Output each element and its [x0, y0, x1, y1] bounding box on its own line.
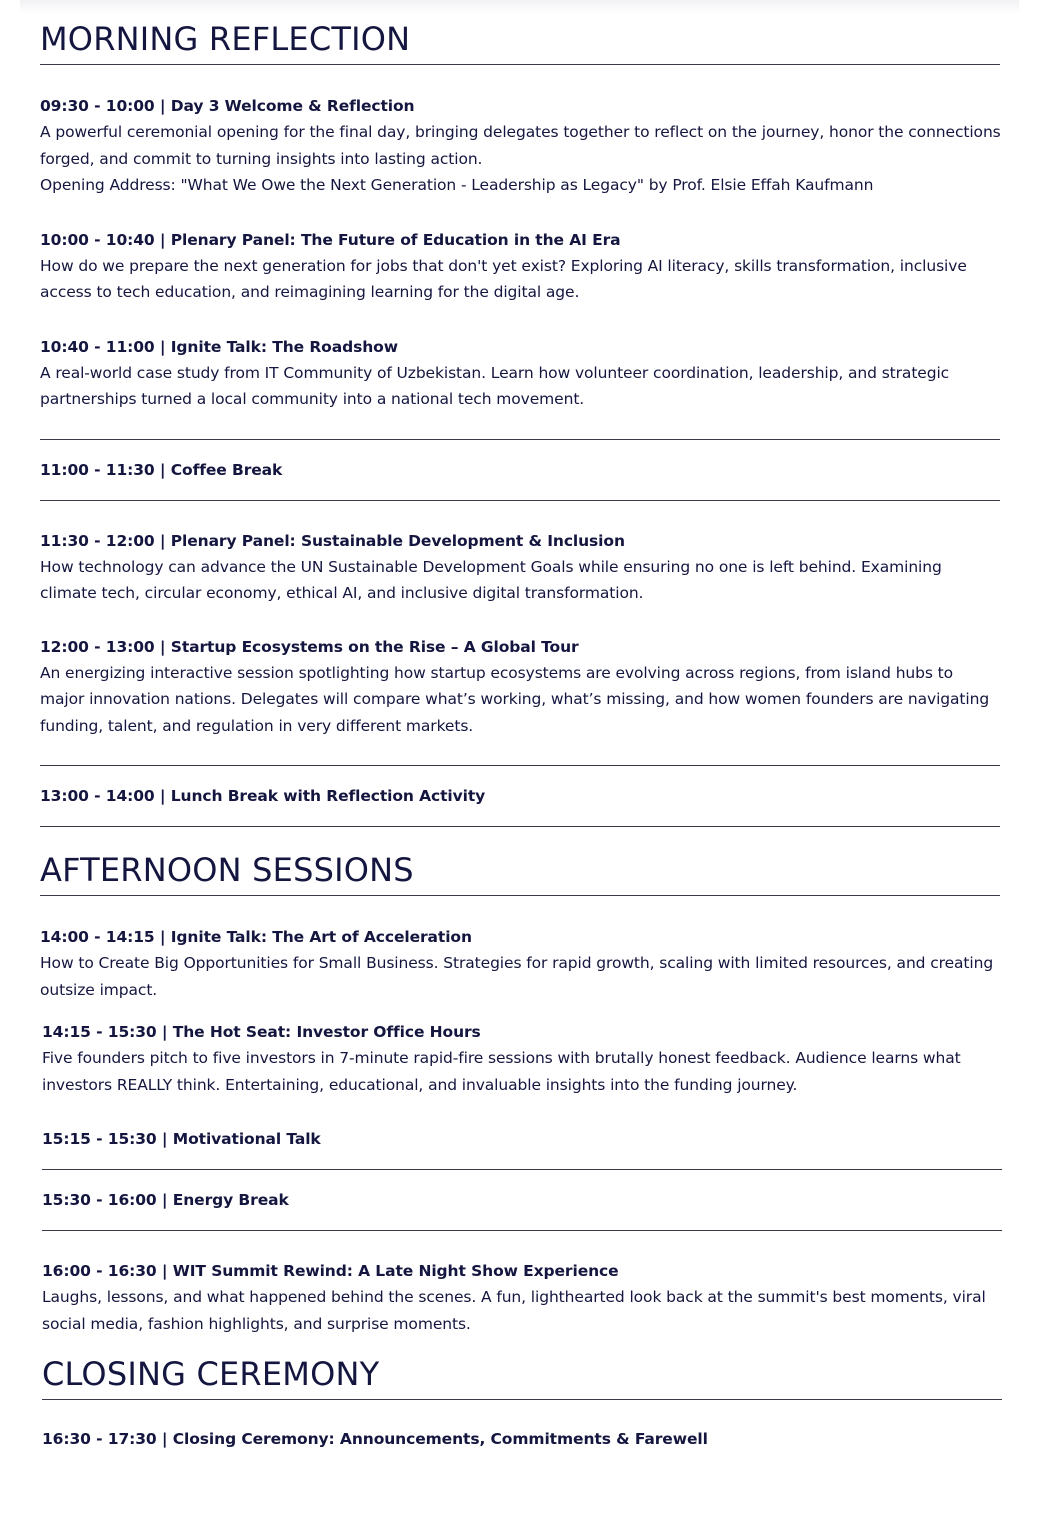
session-description: A real-world case study from IT Community of Uzbekistan. Learn how volunteer coordination, leadership, and strategic partnerships turned a local community into a national tech movement.	[40, 363, 950, 408]
section-heading-afternoon: AFTERNOON SESSIONS	[40, 851, 414, 889]
session-title: 16:00 - 16:30 | WIT Summit Rewind: A Late Night Show Experience	[42, 1262, 619, 1280]
break-title: 11:00 - 11:30 | Coffee Break	[40, 460, 283, 479]
session-description: Laughs, lessons, and what happened behind the scenes. A fun, lighthearted look back at the summit's best moments, viral social media, fashion highlights, and surprise moments.	[42, 1288, 986, 1333]
session-motivational-talk	[40, 1126, 1002, 1152]
section-heading-closing: CLOSING CEREMONY	[42, 1355, 380, 1393]
session-title: 10:40 - 11:00 | Ignite Talk: The Roadshow	[40, 337, 398, 356]
session-description: How to Create Big Opportunities for Small Business. Strategies for rapid growth, scaling with limited resources, and creating outsize impact.	[40, 954, 994, 999]
session-description: A powerful ceremonial opening for the final day, bringing delegates together to reflect on the journey, honor the connections forged, and commit to turning insights into lasting action.	[40, 123, 1001, 168]
session-startup-ecosystems	[40, 634, 1002, 740]
section-heading-morning: MORNING REFLECTION	[40, 20, 411, 58]
session-title: 12:00 - 13:00 | Startup Ecosystems on the Rise – A Global Tour	[40, 637, 579, 656]
session-description: An energizing interactive session spotlighting how startup ecosystems are evolving across regions, from island hubs to major innovation nations. Delegates will compare what’s working, what’s missing, and how women founders are navigating funding, talent, and regulation in very different markets.	[40, 663, 990, 735]
session-description: How technology can advance the UN Sustainable Development Goals while ensuring no one is left behind. Examining climate tech, circular economy, ethical AI, and inclusive digital transformation.	[40, 557, 942, 602]
session-title: 10:00 - 10:40 | Plenary Panel: The Future of Education in the AI Era	[40, 230, 621, 249]
break-energy	[40, 1187, 1002, 1213]
session-title: 11:30 - 12:00 | Plenary Panel: Sustainable Development & Inclusion	[40, 531, 625, 550]
top-shadow	[20, 0, 1019, 14]
session-art-of-acceleration	[40, 924, 1002, 1003]
session-description: Five founders pitch to five investors in 7-minute rapid-fire sessions with brutally honest feedback. Audience learns what investors REALLY think. Entertaining, educational, and invaluable insights into the funding journey.	[42, 1049, 961, 1094]
session-closing-ceremony	[40, 1426, 1002, 1452]
session-title: 16:30 - 17:30 | Closing Ceremony: Announcements, Commitments & Farewell	[42, 1430, 708, 1448]
session-title: 09:30 - 10:00 | Day 3 Welcome & Reflection	[40, 97, 415, 115]
break-title: 13:00 - 14:00 | Lunch Break with Reflection Activity	[40, 787, 486, 805]
break-lunch	[40, 783, 1002, 809]
session-title: 15:15 - 15:30 | Motivational Talk	[42, 1130, 321, 1148]
session-hot-seat	[40, 1019, 1002, 1098]
session-title: 14:15 - 15:30 | The Hot Seat: Investor Office Hours	[42, 1023, 481, 1041]
session-summit-rewind	[40, 1258, 1002, 1337]
session-welcome-reflection	[40, 93, 1002, 199]
session-description: How do we prepare the next generation for jobs that don't yet exist? Exploring AI literacy, skills transformation, inclusive access to tech education, and reimagining learning for the digital age.	[40, 256, 967, 301]
session-future-of-education	[40, 227, 1002, 306]
session-title: 14:00 - 14:15 | Ignite Talk: The Art of Acceleration	[40, 928, 472, 946]
agenda-page	[40, 18, 1002, 1452]
break-title: 15:30 - 16:00 | Energy Break	[42, 1191, 289, 1209]
break-coffee	[40, 457, 1002, 483]
session-opening-address: Opening Address: "What We Owe the Next Generation - Leadership as Legacy" by Prof. Elsie Effah Kaufmann	[40, 176, 874, 194]
session-roadshow	[40, 334, 1002, 413]
session-sustainable-development	[40, 528, 1002, 607]
